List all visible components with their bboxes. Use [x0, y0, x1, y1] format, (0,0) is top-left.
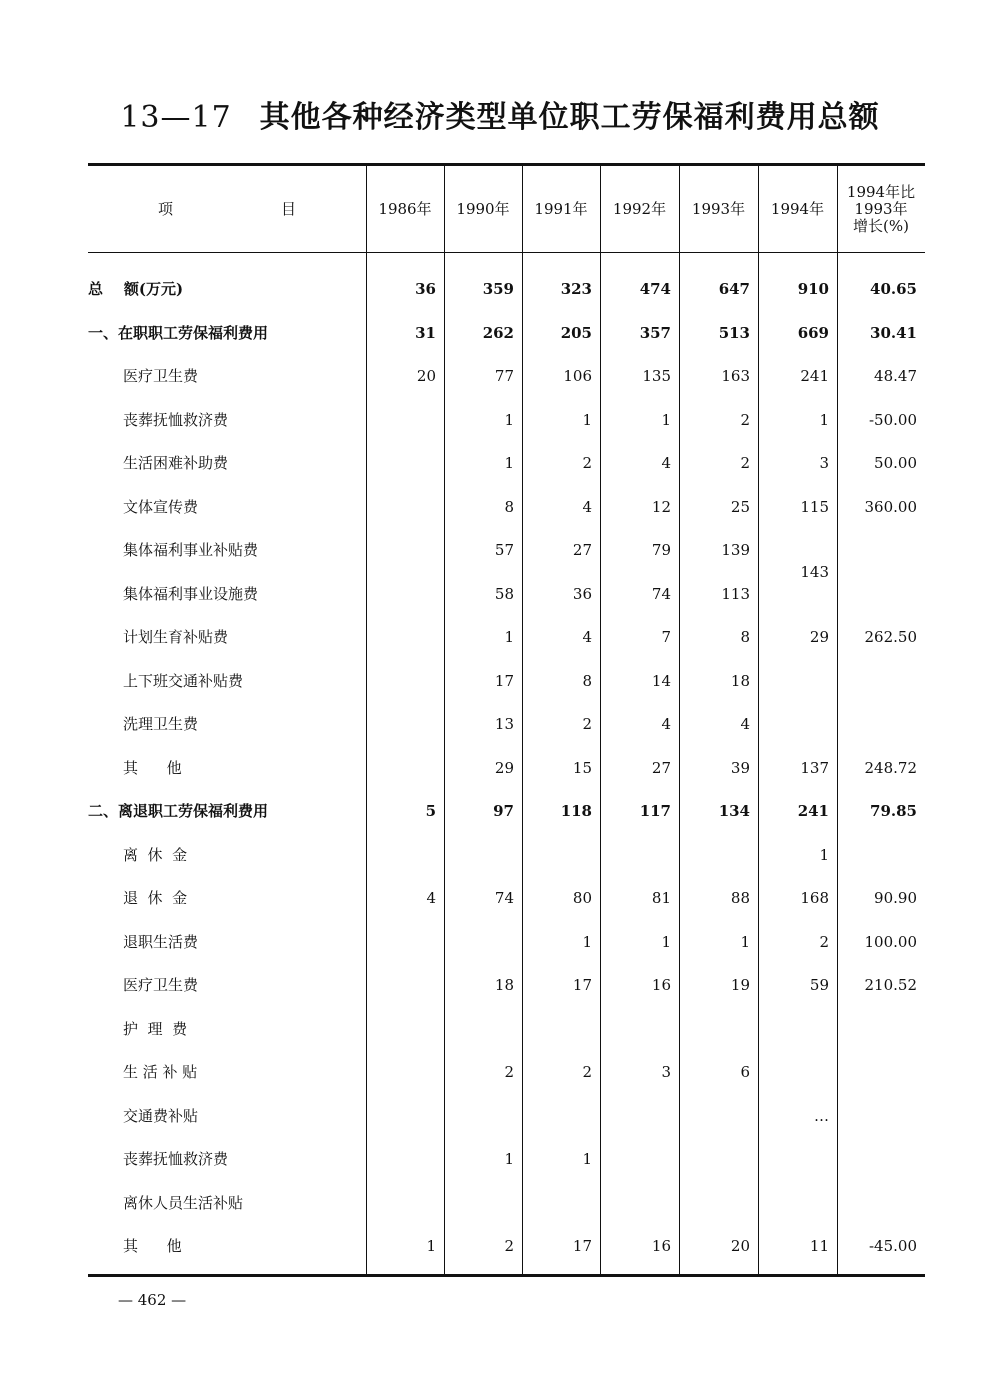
- row-value: 910: [797, 280, 829, 298]
- row-label: 集体福利事业设施费: [123, 584, 259, 603]
- row-value: 11: [809, 1237, 829, 1255]
- row-value: [758, 1138, 837, 1181]
- row-value: [600, 1182, 679, 1225]
- row-value: [679, 1182, 758, 1225]
- row-value: 18: [730, 671, 750, 690]
- table-row: [88, 1225, 925, 1268]
- row-value: [366, 1008, 444, 1051]
- header-growth-line: 1993年: [854, 199, 908, 218]
- row-label: 医疗卫生费: [123, 976, 199, 994]
- row-value: 17: [572, 976, 592, 994]
- row-value: 1: [504, 454, 514, 472]
- header-item-left: 项: [158, 199, 174, 218]
- row-value: 4: [582, 628, 592, 646]
- row-value: 4: [740, 715, 750, 733]
- row-value: 48.47: [874, 367, 917, 385]
- row-value: [679, 1138, 758, 1181]
- row-value: 513: [718, 323, 750, 342]
- row-value: 79.85: [870, 802, 917, 820]
- row-value: 2: [582, 1063, 592, 1081]
- row-value: 4: [426, 889, 436, 907]
- row-value: [444, 921, 522, 964]
- row-value: 6: [740, 1063, 750, 1081]
- row-value: [366, 1051, 444, 1094]
- row-label: 集体福利事业补贴费: [123, 541, 259, 559]
- merged-cell-value: 143: [800, 563, 829, 581]
- row-value: 1: [582, 410, 592, 429]
- row-value: 8: [504, 497, 514, 516]
- row-value: 106: [563, 367, 592, 385]
- row-value: 25: [730, 497, 750, 516]
- row-label: 上下班交通补贴费: [123, 671, 244, 690]
- table-row: [88, 964, 925, 1007]
- table-row: [88, 921, 925, 964]
- row-value: 5: [425, 802, 436, 820]
- row-value: 18: [494, 976, 514, 994]
- row-value: 81: [651, 889, 671, 907]
- header-item-right: 目: [280, 199, 296, 218]
- row-value: [522, 1182, 600, 1225]
- row-value: 12: [651, 497, 671, 516]
- row-label: 丧葬抚恤救济费: [123, 410, 229, 429]
- row-value: [837, 1051, 925, 1094]
- row-value: [837, 1182, 925, 1225]
- row-label: 退 休 金: [123, 889, 188, 907]
- row-value: 50.00: [874, 454, 917, 472]
- row-value: [444, 834, 522, 877]
- table-row: [88, 486, 925, 529]
- row-value: 80: [572, 889, 592, 907]
- row-value: 137: [800, 758, 829, 777]
- row-value: 39: [730, 758, 750, 777]
- row-value: 117: [639, 802, 671, 820]
- row-value: 8: [582, 671, 592, 690]
- row-value: [758, 703, 837, 746]
- row-value: 3: [819, 454, 829, 472]
- row-value: [758, 1008, 837, 1051]
- row-value: [758, 1182, 837, 1225]
- row-value: [600, 1008, 679, 1051]
- row-value: 1: [504, 410, 514, 429]
- table-row: [88, 1008, 925, 1051]
- row-value: 210.52: [864, 976, 917, 994]
- row-value: 168: [800, 889, 829, 907]
- header-year: 1986年: [378, 199, 432, 218]
- row-value: 14: [651, 671, 671, 690]
- row-value: 19: [730, 976, 750, 994]
- row-label: 文体宣传费: [123, 497, 199, 516]
- table-row: [88, 1182, 925, 1225]
- row-value: 27: [651, 758, 671, 777]
- table-row: [88, 399, 925, 442]
- row-label: 医疗卫生费: [123, 367, 199, 385]
- row-value: 7: [661, 628, 671, 646]
- row-value: 1: [504, 628, 514, 646]
- row-value: 77: [494, 367, 514, 385]
- row-label: 一、在职职工劳保福利费用: [88, 323, 269, 342]
- row-value: 1: [819, 410, 829, 429]
- row-value: 205: [560, 323, 592, 342]
- row-label: 离休人员生活补贴: [123, 1193, 244, 1212]
- table-row: [88, 1138, 925, 1181]
- row-value: 113: [721, 584, 750, 603]
- row-value: [600, 1138, 679, 1181]
- header-item: [88, 166, 366, 252]
- row-value: 4: [582, 497, 592, 516]
- row-value: 13: [494, 715, 514, 733]
- table-bottom-rule: [88, 1274, 925, 1277]
- row-value: [837, 573, 925, 616]
- row-value: [837, 1095, 925, 1138]
- row-value: 163: [721, 367, 750, 385]
- row-value: 474: [639, 280, 671, 298]
- table-row: [88, 1095, 925, 1138]
- title-number: 13—17: [120, 100, 232, 135]
- row-value: [366, 573, 444, 616]
- row-value: [679, 834, 758, 877]
- row-value: 58: [494, 584, 514, 603]
- row-value: 241: [797, 802, 829, 820]
- row-value: [366, 703, 444, 746]
- row-value: 241: [800, 367, 829, 385]
- table-row: [88, 747, 925, 790]
- table-row: [88, 790, 925, 833]
- table-row: [88, 355, 925, 398]
- row-value: [600, 1095, 679, 1138]
- row-label: 计划生育补贴费: [123, 628, 229, 646]
- row-value: 36: [415, 280, 436, 298]
- row-value: 1: [504, 1150, 514, 1168]
- row-value: 74: [494, 889, 514, 907]
- row-value: [837, 660, 925, 703]
- table-row: [88, 660, 925, 703]
- row-value: 4: [661, 715, 671, 733]
- header-year: 1993年: [691, 199, 746, 218]
- row-label: 二、离退职工劳保福利费用: [88, 802, 269, 820]
- row-value: 669: [797, 323, 829, 342]
- row-value: 2: [582, 454, 592, 472]
- row-value: 118: [560, 802, 592, 820]
- row-label: 交通费补贴: [123, 1106, 199, 1125]
- table-row: [88, 442, 925, 485]
- row-value: 8: [740, 628, 750, 646]
- row-label: 离 休 金: [123, 845, 188, 864]
- row-value: [366, 1138, 444, 1181]
- row-value: [366, 964, 444, 1007]
- row-value: 115: [800, 497, 829, 516]
- row-value: 17: [572, 1237, 592, 1255]
- header-year: 1992年: [612, 199, 667, 218]
- row-value: 16: [651, 976, 671, 994]
- row-value: 90.90: [874, 889, 917, 907]
- row-value: 59: [809, 976, 829, 994]
- row-value: 29: [809, 628, 829, 646]
- page-title: [0, 92, 1000, 136]
- row-value: 36: [572, 584, 592, 603]
- row-value: 2: [740, 454, 750, 472]
- row-value: [522, 1095, 600, 1138]
- row-value: 2: [582, 715, 592, 733]
- row-value: [366, 660, 444, 703]
- table-header-rule: [88, 252, 925, 253]
- row-label: 退职生活费: [123, 932, 199, 951]
- table-row: [88, 834, 925, 877]
- row-value: 79: [651, 541, 671, 559]
- row-value: -45.00: [868, 1237, 917, 1255]
- row-value: 323: [560, 280, 592, 298]
- row-label: 其 他: [123, 758, 182, 777]
- row-value: 3: [661, 1063, 671, 1081]
- row-value: 15: [572, 758, 592, 777]
- row-value: 248.72: [864, 758, 917, 777]
- row-value: [837, 834, 925, 877]
- row-value: [366, 399, 444, 442]
- row-value: 40.65: [870, 280, 917, 298]
- row-value: 2: [740, 410, 750, 429]
- row-value: [366, 747, 444, 790]
- row-value: [600, 834, 679, 877]
- table-row: [88, 616, 925, 659]
- row-label: 生活困难补助费: [123, 454, 229, 472]
- row-value: 139: [721, 541, 750, 559]
- row-value: [837, 1008, 925, 1051]
- row-value: 20: [730, 1237, 750, 1255]
- row-value: 134: [718, 802, 750, 820]
- page-number: — 462 —: [118, 1291, 187, 1309]
- row-value: 30.41: [870, 323, 917, 342]
- row-label: 丧葬抚恤救济费: [123, 1150, 229, 1168]
- row-value: [444, 1095, 522, 1138]
- table-row: [88, 312, 925, 355]
- row-value: 262: [482, 323, 514, 342]
- row-value: 1: [661, 932, 671, 951]
- row-value: 135: [642, 367, 671, 385]
- row-value: 57: [494, 541, 514, 559]
- row-value: 17: [494, 671, 514, 690]
- row-value: 20: [416, 367, 436, 385]
- row-value: 1: [426, 1237, 436, 1255]
- row-value: [837, 1138, 925, 1181]
- row-value: 360.00: [864, 497, 917, 516]
- row-label: 生 活 补 贴: [123, 1063, 198, 1081]
- row-value: [366, 1182, 444, 1225]
- row-value: [837, 703, 925, 746]
- row-value: 357: [639, 323, 671, 342]
- header-growth: [837, 166, 925, 252]
- row-value: [444, 1008, 522, 1051]
- row-value: 359: [482, 280, 514, 298]
- row-value: [837, 529, 925, 572]
- row-value: 29: [494, 758, 514, 777]
- header-year: 1990年: [456, 199, 510, 218]
- row-value: [679, 1095, 758, 1138]
- row-value: [444, 1182, 522, 1225]
- row-label: 洗理卫生费: [123, 715, 199, 733]
- row-value: [758, 660, 837, 703]
- header-growth-line: 增长(%): [853, 216, 909, 235]
- row-value: 647: [718, 280, 750, 298]
- table-row: [88, 268, 925, 311]
- row-value: 74: [651, 584, 671, 603]
- row-value: 31: [415, 323, 436, 342]
- row-value: 2: [504, 1237, 514, 1255]
- row-value: 1: [582, 932, 592, 951]
- row-value: 27: [572, 541, 592, 559]
- row-value: 1: [819, 845, 829, 864]
- row-value: 1: [661, 410, 671, 429]
- row-value: [366, 616, 444, 659]
- title-text: 其他各种经济类型单位职工劳保福利费用总额: [259, 100, 880, 135]
- row-value: 100.00: [864, 932, 917, 951]
- row-value: [758, 1051, 837, 1094]
- row-value: [366, 442, 444, 485]
- row-value: 2: [504, 1063, 514, 1081]
- row-value: [679, 1008, 758, 1051]
- row-label: 护 理 费: [123, 1019, 188, 1038]
- row-value: 262.50: [864, 628, 917, 646]
- row-value: 2: [819, 932, 829, 951]
- table-row: [88, 1051, 925, 1094]
- table-row: [88, 877, 925, 920]
- row-value: -50.00: [868, 410, 917, 429]
- row-value: [366, 921, 444, 964]
- row-value: [366, 834, 444, 877]
- row-value: [366, 1095, 444, 1138]
- row-value: 97: [493, 802, 514, 820]
- header-year: 1994年: [770, 199, 825, 218]
- row-value: 1: [740, 932, 750, 951]
- row-value: 88: [730, 889, 750, 907]
- row-value: 16: [651, 1237, 671, 1255]
- row-value: 4: [661, 454, 671, 472]
- row-value: [366, 486, 444, 529]
- header-growth-line: 1994年比: [846, 182, 916, 201]
- row-value: [366, 529, 444, 572]
- row-label: 总 额(万元): [88, 280, 184, 298]
- merged-cell-1994: [758, 562, 837, 582]
- row-value: [522, 834, 600, 877]
- header-year: 1991年: [534, 199, 588, 218]
- table-row: [88, 703, 925, 746]
- row-value: …: [814, 1106, 829, 1125]
- row-value: [522, 1008, 600, 1051]
- row-value: 1: [582, 1150, 592, 1168]
- row-label: 其 他: [123, 1237, 182, 1255]
